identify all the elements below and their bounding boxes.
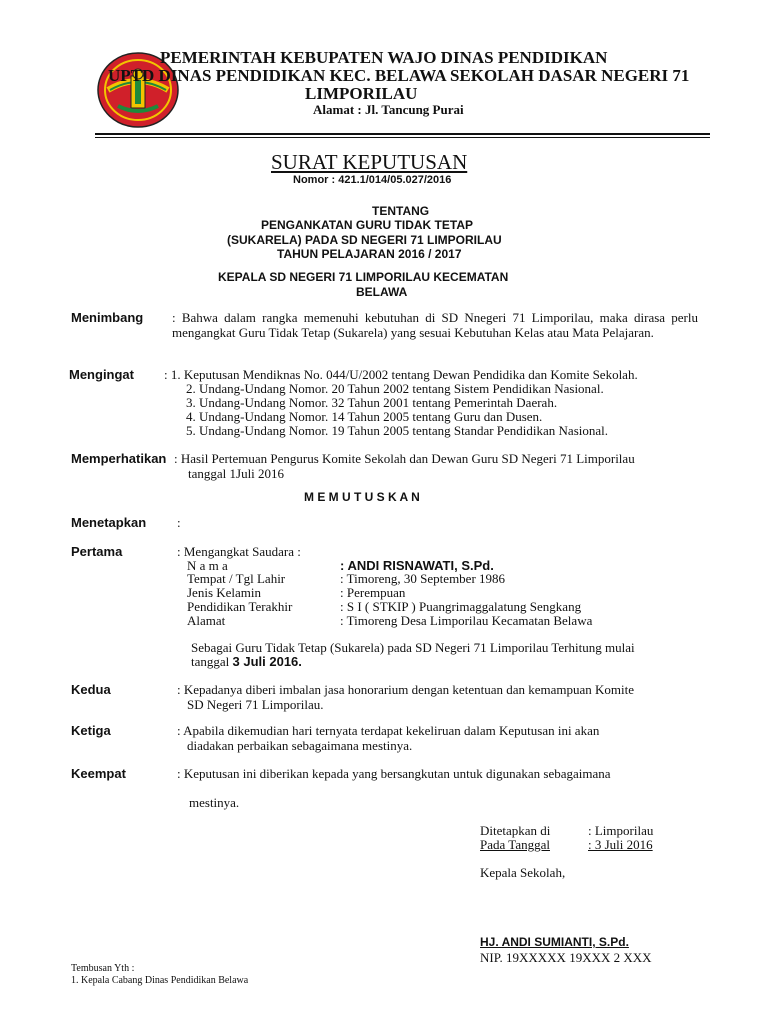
header-line-3: LIMPORILAU (305, 84, 418, 103)
pertama-note-2-date: 3 Juli 2016. (232, 654, 302, 669)
memutuskan-heading: M E M U T U S K A N (304, 490, 420, 504)
menetapkan-label: Menetapkan (71, 515, 147, 530)
mengingat-label: Mengingat (69, 367, 134, 382)
menimbang-text: : Bahwa dalam rangka memenuhi kebutuhan di SD Nnegeri 71 Limporilau, maka dirasa perlu mengangkat Guru Tidak Tetap (Sukarela) yang sesuai Kebutuhan Kelas atau Mata Pelajaran. (172, 310, 698, 340)
subject-line-4: TAHUN PELAJARAN 2016 / 2017 (277, 247, 462, 261)
field-key-jenis-kelamin: Jenis Kelamin (187, 585, 262, 600)
pertama-note-2 (191, 654, 302, 669)
field-value-pendidikan: : S I ( STKIP ) Puangrimaggalatung Sengkang (340, 599, 582, 614)
kedua-line-2: SD Negeri 71 Limporilau. (187, 697, 324, 712)
pertama-note-2-prefix: tanggal (191, 654, 233, 669)
tembusan-item-1: 1. Kepala Cabang Dinas Pendidikan Belawa (71, 975, 249, 986)
field-key-alamat: Alamat (187, 613, 226, 628)
kedua-label: Kedua (71, 682, 111, 697)
pertama-label: Pertama (71, 544, 123, 559)
subject-line-6: BELAWA (356, 285, 408, 299)
subject-line-3: (SUKARELA) PADA SD NEGERI 71 LIMPORILAU (227, 233, 502, 247)
field-key-pendidikan: Pendidikan Terakhir (187, 599, 293, 614)
mengingat-item-1: : 1. Keputusan Mendiknas No. 044/U/2002 tentang Dewan Pendidika dan Komite Sekolah. (164, 367, 638, 382)
field-value-alamat: : Timoreng Desa Limporilau Kecamatan Belawa (340, 613, 593, 628)
field-key-ttl: Tempat / Tgl Lahir (187, 571, 286, 586)
header-rule-thick (95, 133, 710, 135)
header-address: Alamat : Jl. Tancung Purai (313, 102, 464, 117)
pertama-note-1: Sebagai Guru Tidak Tetap (Sukarela) pada SD Negeri 71 Limporilau Terhitung mulai (191, 640, 635, 655)
field-value-ttl: : Timoreng, 30 September 1986 (340, 571, 506, 586)
tanggal-label: Pada Tanggal (480, 837, 550, 852)
keempat-line-2: mestinya. (189, 795, 240, 810)
ditetapkan-label: Ditetapkan di (480, 823, 551, 838)
signer-role: Kepala Sekolah, (480, 865, 566, 880)
pertama-intro: : Mengangkat Saudara : (177, 544, 301, 559)
header-line-1: PEMERINTAH KEBUPATEN WAJO DINAS PENDIDIKAN (160, 48, 608, 67)
menetapkan-colon: : (177, 515, 181, 530)
menimbang-label: Menimbang (71, 310, 144, 325)
ketiga-line-2: diadakan perbaikan sebagaimana mestinya. (187, 738, 413, 753)
keempat-line-1: : Keputusan ini diberikan kepada yang bersangkutan untuk digunakan sebagaimana (177, 766, 611, 781)
ketiga-line-1: : Apabila dikemudian hari ternyata terdapat kekeliruan dalam Keputusan ini akan (177, 723, 600, 738)
header-rule-thin (95, 137, 710, 138)
ditetapkan-value: : Limporilau (588, 823, 654, 838)
document-number: Nomor : 421.1/014/05.027/2016 (293, 174, 452, 186)
mengingat-item-4: 4. Undang-Undang Nomor. 14 Tahun 2005 tentang Guru dan Dusen. (186, 409, 543, 424)
tanggal-value: : 3 Juli 2016 (588, 837, 653, 852)
field-value-jenis-kelamin: : Perempuan (340, 585, 406, 600)
signer-name: HJ. ANDI SUMIANTI, S.Pd. (480, 935, 629, 949)
mengingat-item-5: 5. Undang-Undang Nomor. 19 Tahun 2005 tentang Standar Pendidikan Nasional. (186, 423, 609, 438)
header-line-2: UPTD DINAS PENDIDIKAN KEC. BELAWA SEKOLAH DASAR NEGERI 71 (108, 66, 690, 85)
mengingat-item-2: 2. Undang-Undang Nomor. 20 Tahun 2002 tentang Sistem Pendidikan Nasional. (186, 381, 604, 396)
signer-nip: NIP. 19XXXXX 19XXX 2 XXX (480, 950, 652, 965)
subject-line-2: PENGANKATAN GURU TIDAK TETAP (261, 218, 473, 232)
ketiga-label: Ketiga (71, 723, 111, 738)
document-title: SURAT KEPUTUSAN (271, 150, 468, 174)
kedua-line-1: : Kepadanya diberi imbalan jasa honorarium dengan ketentuan dan kemampuan Komite (177, 682, 635, 697)
field-key-nama: N a m a (187, 558, 228, 573)
memperhatikan-line-1: : Hasil Pertemuan Pengurus Komite Sekolah dan Dewan Guru SD Negeri 71 Limporilau (174, 451, 635, 466)
keempat-label: Keempat (71, 766, 126, 781)
mengingat-item-3: 3. Undang-Undang Nomor. 32 Tahun 2001 tentang Pemerintah Daerah. (186, 395, 558, 410)
subject-tentang: TENTANG (372, 204, 430, 218)
memperhatikan-line-2: tanggal 1Juli 2016 (188, 466, 285, 481)
field-value-nama: : ANDI RISNAWATI, S.Pd. (340, 558, 494, 573)
subject-line-5: KEPALA SD NEGERI 71 LIMPORILAU KECEMATAN (218, 270, 509, 284)
memperhatikan-label: Memperhatikan (71, 451, 167, 466)
tembusan-label: Tembusan Yth : (71, 963, 135, 974)
